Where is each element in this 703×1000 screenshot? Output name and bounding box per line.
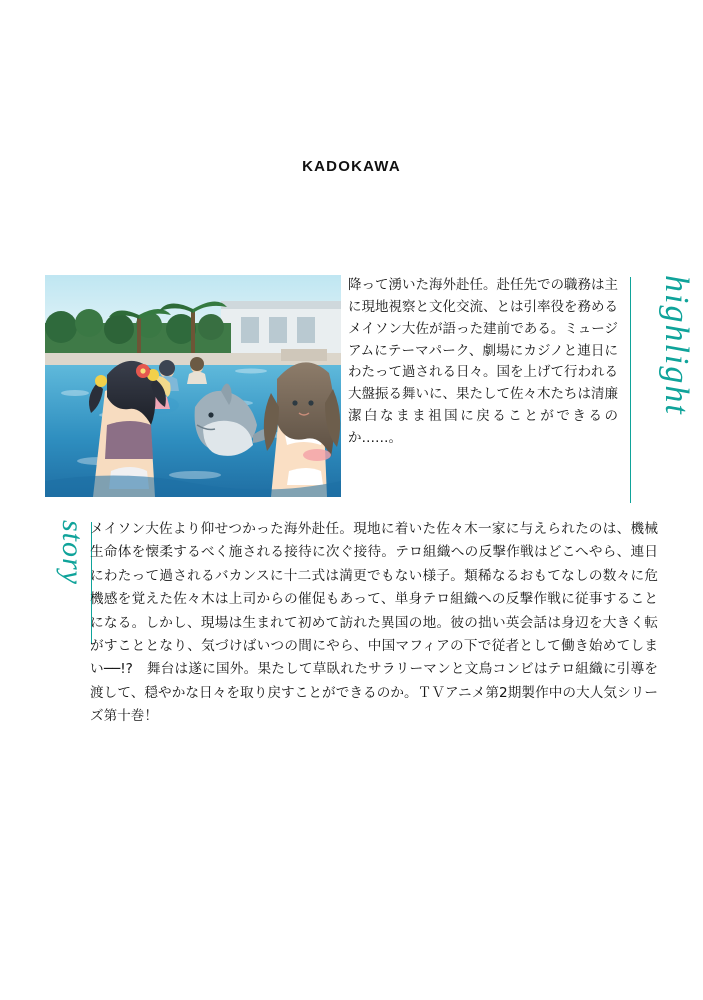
- publisher-logo: KADOKAWA: [302, 158, 401, 175]
- story-body-text: メイソン大佐より仰せつかった海外赴任。現地に着いた佐々木一家に与えられたのは、機械生命体を懐柔するべく施される接待に次ぐ接待。テロ組織への反撃作戦はどこへやら、連日にわたって過されるバカンスに十二式は満更でもない様子。類稀なるおもてなしの数々に危機感を覚えた佐々木は上司からの催促もあって、単身テロ組織への反撃作戦に従事することになる。しかし、現場は生まれて初めて訪れた異国の地。彼の拙い英会話は身辺を大きく転がすこととなり、気づけばいつの間にやら、中国マフィアの下で従者として働き始めてしまい──!? 舞台は遂に国外。果たして草臥れたサラリーマンと文鳥コンビはテロ組織に引導を渡して、穏やかな日々を取り戻すことができるのか。ＴＶアニメ第2期製作中の大人気シリーズ第十巻！: [90, 521, 658, 724]
- pool-scene-illustration: [45, 275, 341, 497]
- highlight-body-text: 降って湧いた海外赴任。赴任先での職務は主に現地視察と文化交流、とは引率役を務めるメイソン大佐が語った建前である。ミュージアムにテーマパーク、劇場にカジノと連日にわたって過される日々。国を上げて行われる大盤振る舞いに、果たして佐々木たちは清廉潔白なまま祖国に戻ることができるのか……。: [348, 277, 618, 447]
- highlight-section: [45, 275, 695, 507]
- story-section-label: story: [56, 520, 89, 585]
- highlight-divider-rule: [630, 277, 631, 503]
- highlight-section-label: highlight: [658, 275, 695, 416]
